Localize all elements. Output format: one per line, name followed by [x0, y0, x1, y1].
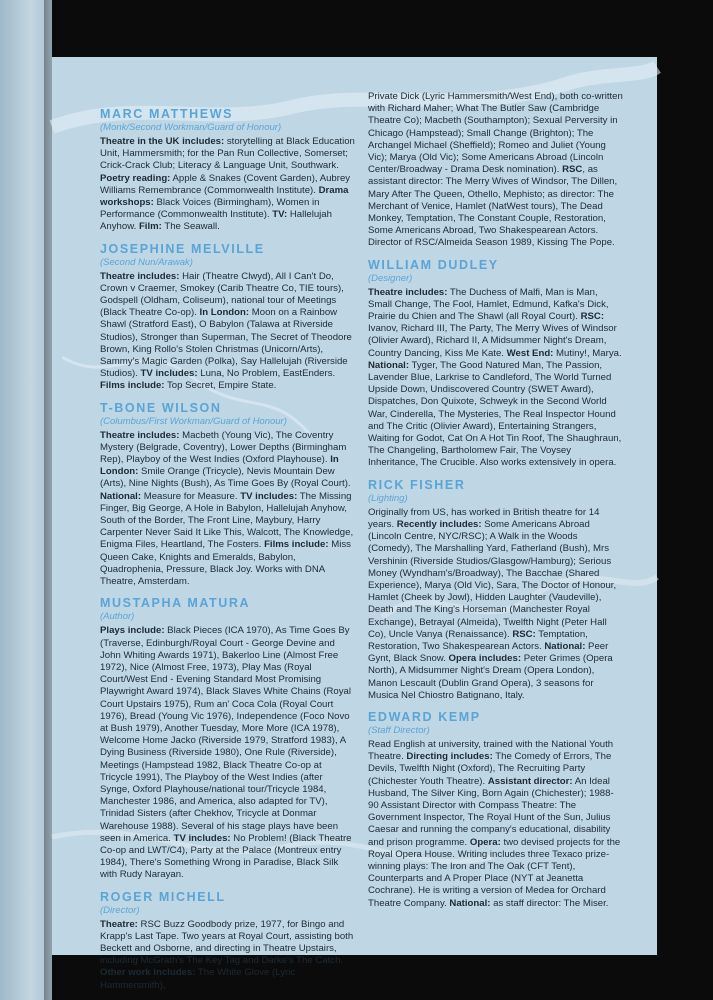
person-name: ROGER MICHELL: [100, 889, 226, 904]
credit-entry: [368, 478, 623, 702]
person-bio: Theatre includes: Macbeth (Young Vic), The Coventry Mystery (Belgrade, Coventry), Lower Depths (Birmingham Rep), Playboy of the West Indies (Oxford Playhouse). In London: Smile Orange (Tricycle), Nevis Mountain Dew (Arts), Nine Nights (Bush), As Time Goes By (Royal Court). National: Measure for Measure. TV includes: The Missing Finger, Big George, A Hole in Babylon, Hallelujah Anyhow, South of the Border, The Front Line, Maybury, Harry Carpenter Never Said It Like This, Walcott, The Knowledge, Enigma Files, Heartland, The Fosters. Films include: Miss Queen Cake, Knights and Emeralds, Babylon, Quadrophenia, Pressure, Black Joy. Works with DNA Theatre, Amsterdam.: [100, 429, 354, 588]
credit-entry: [100, 596, 355, 881]
right-column: [368, 91, 623, 918]
credit-entry: [368, 258, 623, 470]
left-column: [100, 107, 355, 1000]
person-name: MUSTAPHA MATURA: [100, 596, 251, 611]
credit-entry: [368, 91, 623, 250]
person-name: RICK FISHER: [368, 477, 466, 492]
person-name: WILLIAM DUDLEY: [368, 257, 499, 272]
programme-page: [52, 57, 657, 991]
credit-entry: [100, 401, 355, 589]
person-role: (Designer): [368, 272, 413, 284]
person-bio: Originally from US, has worked in British theatre for 14 years. Recently includes: Some Americans Abroad (Lincoln Centre, NYC/RSC); A Walk in the Woods (Comedy), The Marshalling Yard, Fatherland (Bush), Mrs Vershinin (Riverside Studios/Glasgow/Hamburg); Serious Money (Wyndham's/Broadway), The Bacchae (Shared Experience), Marya (Old Vic), Sara, The Doctor of Honour, Hamlet (Cheek by Jowl), Hidden Laughter (Vaudeville), Death and The King's Horseman (Manchester Royal Exchange), Betrayal (Almeida), Twelfth Night (Peter Hall Co), Uncle Vanya (Renaissance). RSC: Temptation, Restoration, Two Shakespearean Actors. National: Peer Gynt, Black Snow. Opera includes: Peter Grimes (Opera North), A Midsummer Night's Dream (Opera London), Manon Lescault (Dublin Grand Opera), 3 seasons for Musica Nel Chiostro Batignano, Italy.: [368, 506, 617, 701]
person-role: (Author): [100, 611, 135, 623]
person-role: (Lighting): [368, 492, 408, 504]
person-bio: Theatre includes: Hair (Theatre Clwyd), All I Can't Do, Crown v Craemer, Smokey (Carib Theatre Co, TIE tours), Godspell (Oldham, Coliseum), national tour of Meetings (Black Theatre Co-op). In London: Moon on a Rainbow Shawl (Stratford East), O Babylon (Talawa at Riverside Studios), Stronger than Superman, The Secret of Theodore Brown, King Rollo's Stolen Christmas (Unicorn/Arts), Sammy's Magic Garden (Polka), Say Hallelujah (Riverside Studios). TV includes: Luna, No Problem, EastEnders. Films include: Top Secret, Empire State.: [100, 270, 352, 392]
credit-entry: [368, 710, 623, 910]
credit-entry: [100, 107, 355, 234]
credit-entry: [100, 890, 355, 992]
credit-entry: [100, 242, 355, 393]
person-role: (Staff Director): [368, 724, 430, 736]
person-bio: Theatre includes: The Duchess of Malfi, Man is Man, Small Change, The Fool, Hamlet, Edmund, Kafka's Dick, Prairie du Chien and The Shawl (all Royal Court). RSC: Ivanov, Richard III, The Party, The Merry Wives of Windsor (Olivier Award), Richard II, A Midsummer Night's Dream, Country Dancing, Kiss Me Kate. West End: Mutiny!, Marya. National: Tyger, The Good Natured Man, The Passion, Lavender Blue, Larkrise to Candleford, The World Turned Upside Down, Undiscovered Country (SWET Award), Dispatches, Don Quixote, Schweyk in the Second World War, Cinderella, The Mysteries, The Real Inspector Hound and The Critic (Olivier Award), Entertaining Strangers, Waiting for Godot, Cat On A Hot Tin Roof, The Shaughraun, The Changeling, Bartholomew Fair, The Voysey Inheritance, The Crucible. Also works extensively in opera.: [368, 286, 622, 469]
person-role: (Director): [100, 904, 140, 916]
person-bio: Theatre: RSC Buzz Goodbody prize, 1977, for Bingo and Krapp's Last Tape. Two years at Royal Court, assisting both Beckett and Osborne, and directing in Theatre Upstairs, including McGrath's The Key Tag and Darke's The Catch. Other work includes: The White Glove (Lyric Hammersmith),: [100, 918, 354, 991]
person-role: (Monk/Second Workman/Guard of Honour): [100, 122, 282, 133]
person-bio: Read English at university, trained with the National Youth Theatre. Directing includes: The Comedy of Errors, The Devils, Twelfth Night (Oxford), The Recruiting Party (Chichester Youth Theatre). Assistant director: An Ideal Husband, The Silver King, Born Again (Chichester); 1988-90 Assistant Director with Compass Theatre: The Government Inspector, The Royal Hunt of the Sun, Julius Caesar and running the company's educational, disability and prison programme. Opera: two devised projects for the Royal Opera House. Writing includes three Texaco prize-winning plays: The Iron and The Oak (CFT Tent), Counterparts and A Proper Place (NYT at Jeanetta Cochrane). He is writing a version of Medea for Orchard Theatre Company. National: as staff director: The Miser.: [368, 738, 621, 909]
person-role: (Second Nun/Arawak): [100, 256, 193, 268]
person-bio: Theatre in the UK includes: storytelling at Black Education Unit, Hammersmith; for the Pan Run Collective, Somerset; Crick-Crack Club; Literacy & Language Unit, Southwark. Poetry reading: Apple & Snakes (Covent Garden), Aubrey Williams Remembrance (Commonwealth Institute). Drama workshops: Black Voices (Birmingham), Women in Performance (Commonwealth Institute). TV: Hallelujah Anyhow. Film: The Seawall.: [100, 136, 355, 233]
person-role: (Columbus/First Workman/Guard of Honour): [100, 415, 287, 427]
person-name: MARC MATTHEWS: [100, 107, 234, 121]
person-bio: Private Dick (Lyric Hammersmith/West End), both co-written with Richard Maher; What The Butler Saw (Cambridge Theatre Co); Macbeth (Southampton); Sexual Perversity in Chicago (Hampstead); Small Change (Brighton); The Archangel Michael (Sheffield); Romeo and Juliet (Young Vic); Marya (Old Vic); Some Americans Abroad (Lincoln Center/Broadway - Drama Desk nomination). RSC, as assistant director: The Merry Wives of Windsor, The Dillen, Mary After The Queen, Othello, Mephisto; as director: The Merchant of Venice, Hamlet (NatWest tours), The Dead Monkey, Temptation, The Constant Couple, Restoration, Some Americans Abroad, Two Shakespearean Actors. Director of RSC/Almeida Season 1989, Kissing The Pope.: [368, 91, 623, 249]
person-name: JOSEPHINE MELVILLE: [100, 241, 265, 256]
person-name: T-BONE WILSON: [100, 400, 222, 415]
person-bio: Plays include: Black Pieces (ICA 1970), As Time Goes By (Traverse, Edinburgh/Royal Court - George Devine and John Whiting Awards 1971), Bakerloo Line (Almost Free 1972), Nice (Almost Free, 1973), Play Mas (Royal Court/West End - Evening Standard Most Promising Playwright Award 1974), Black Slaves White Chains (Royal Court Upstairs 1975), Rum an' Coca Cola (Royal Court 1976), Bread (Young Vic 1976), Independence (Foco Novo at Bush 1979), Another Tuesday, More More (ICA 1978), Welcome Home Jacko (Riverside 1979, Stratford 1983), A Dying Business (Riverside 1980), One Rule (Riverside), Meetings (Hampstead 1982, Black Theatre Co-op at Tricycle 1991), The Playboy of the West Indies (after Synge, Oxford Playhouse/national tour/Tricycle 1984, Manchester 1986, and America, also adapted for TV), Trinidad Sisters (after Chekhov, Tricycle at Donmar Warehouse 1988). Several of his stage plays have been seen in America. TV includes: No Problem! (Black Theatre Co-op and LWT/C4), Party at the Palace (Montreux entry 1984), There's Something Wrong in Paradise, Black Silk with Rudy Narayan.: [100, 625, 352, 881]
person-name: EDWARD KEMP: [368, 709, 481, 724]
